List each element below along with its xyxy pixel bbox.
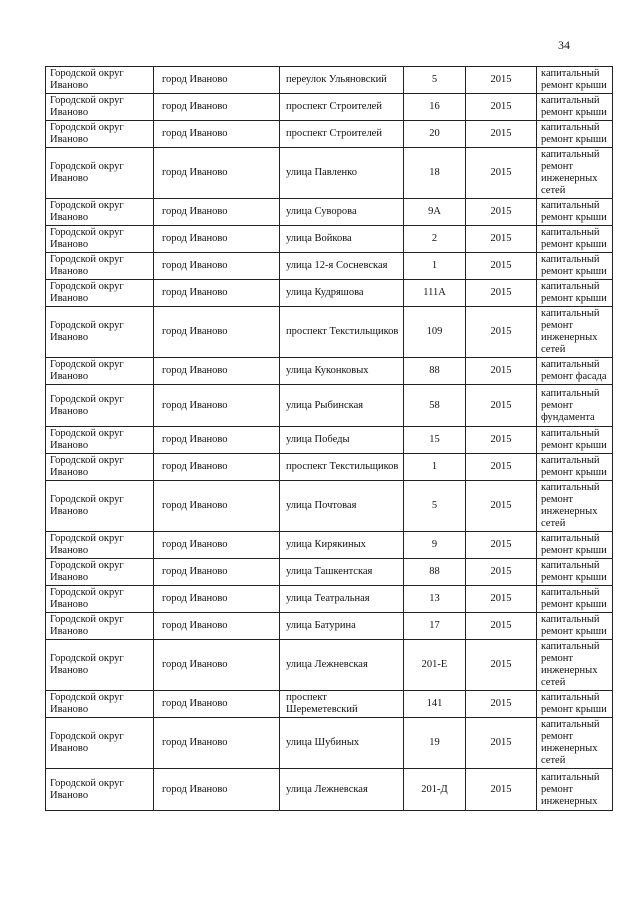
street-cell: улица Ташкентская	[280, 559, 404, 586]
table-row	[46, 427, 613, 454]
house-number-cell: 16	[404, 94, 466, 121]
year-cell: 2015	[466, 586, 537, 613]
year-cell: 2015	[466, 253, 537, 280]
house-number-cell: 88	[404, 559, 466, 586]
house-number-cell: 109	[404, 307, 466, 358]
table-row	[46, 385, 613, 427]
table-body	[46, 67, 613, 811]
house-number-cell: 201-Д	[404, 769, 466, 811]
year-cell: 2015	[466, 640, 537, 691]
year-cell: 2015	[466, 769, 537, 811]
city-cell: город Иваново	[154, 226, 280, 253]
municipality-cell: Городской округ Иваново	[46, 559, 154, 586]
table-row	[46, 67, 613, 94]
work-type-cell: капитальный ремонт крыши	[537, 427, 613, 454]
table-row	[46, 559, 613, 586]
house-number-cell: 141	[404, 691, 466, 718]
house-number-cell: 17	[404, 613, 466, 640]
house-number-cell: 1	[404, 454, 466, 481]
municipality-cell: Городской округ Иваново	[46, 640, 154, 691]
work-type-cell: капитальный ремонт крыши	[537, 226, 613, 253]
table-row	[46, 769, 613, 811]
street-cell: улица Театральная	[280, 586, 404, 613]
work-type-cell: капитальный ремонт крыши	[537, 199, 613, 226]
street-cell: улица 12-я Сосневская	[280, 253, 404, 280]
municipality-cell: Городской округ Иваново	[46, 427, 154, 454]
street-cell: улица Кудряшова	[280, 280, 404, 307]
work-type-cell: капитальный ремонт крыши	[537, 613, 613, 640]
work-type-cell: капитальный ремонт инженерных сетей	[537, 307, 613, 358]
city-cell: город Иваново	[154, 67, 280, 94]
house-number-cell: 5	[404, 481, 466, 532]
year-cell: 2015	[466, 691, 537, 718]
street-cell: улица Войкова	[280, 226, 404, 253]
year-cell: 2015	[466, 532, 537, 559]
year-cell: 2015	[466, 613, 537, 640]
house-number-cell: 13	[404, 586, 466, 613]
city-cell: город Иваново	[154, 253, 280, 280]
page-number: 34	[558, 38, 570, 52]
work-type-cell: капитальный ремонт инженерных сетей	[537, 481, 613, 532]
house-number-cell: 1	[404, 253, 466, 280]
city-cell: город Иваново	[154, 559, 280, 586]
city-cell: город Иваново	[154, 532, 280, 559]
house-number-cell: 58	[404, 385, 466, 427]
table-row	[46, 481, 613, 532]
street-cell: улица Победы	[280, 427, 404, 454]
city-cell: город Иваново	[154, 280, 280, 307]
street-cell: проспект Текстильщиков	[280, 454, 404, 481]
city-cell: город Иваново	[154, 640, 280, 691]
table-row	[46, 94, 613, 121]
year-cell: 2015	[466, 199, 537, 226]
city-cell: город Иваново	[154, 199, 280, 226]
house-number-cell: 88	[404, 358, 466, 385]
table-row	[46, 253, 613, 280]
table-row	[46, 454, 613, 481]
street-cell: улица Шубиных	[280, 718, 404, 769]
house-number-cell: 111А	[404, 280, 466, 307]
city-cell: город Иваново	[154, 358, 280, 385]
street-cell: проспект Строителей	[280, 94, 404, 121]
table-row	[46, 226, 613, 253]
table-row	[46, 199, 613, 226]
table-row	[46, 532, 613, 559]
work-type-cell: капитальный ремонт крыши	[537, 67, 613, 94]
table-row	[46, 148, 613, 199]
work-type-cell: капитальный ремонт инженерных сетей	[537, 640, 613, 691]
municipality-cell: Городской округ Иваново	[46, 148, 154, 199]
table-row	[46, 307, 613, 358]
work-type-cell: капитальный ремонт крыши	[537, 691, 613, 718]
house-number-cell: 5	[404, 67, 466, 94]
city-cell: город Иваново	[154, 454, 280, 481]
work-type-cell: капитальный ремонт инженерных	[537, 769, 613, 811]
work-type-cell: капитальный ремонт фасада	[537, 358, 613, 385]
year-cell: 2015	[466, 121, 537, 148]
table-row	[46, 718, 613, 769]
work-type-cell: капитальный ремонт крыши	[537, 532, 613, 559]
city-cell: город Иваново	[154, 121, 280, 148]
municipality-cell: Городской округ Иваново	[46, 253, 154, 280]
year-cell: 2015	[466, 427, 537, 454]
house-number-cell: 15	[404, 427, 466, 454]
municipality-cell: Городской округ Иваново	[46, 532, 154, 559]
year-cell: 2015	[466, 148, 537, 199]
city-cell: город Иваново	[154, 385, 280, 427]
city-cell: город Иваново	[154, 94, 280, 121]
table-row	[46, 280, 613, 307]
table-row	[46, 586, 613, 613]
municipality-cell: Городской округ Иваново	[46, 769, 154, 811]
table-row	[46, 691, 613, 718]
street-cell: проспект Шереметевский	[280, 691, 404, 718]
municipality-cell: Городской округ Иваново	[46, 121, 154, 148]
street-cell: улица Кирякиных	[280, 532, 404, 559]
city-cell: город Иваново	[154, 613, 280, 640]
street-cell: улица Суворова	[280, 199, 404, 226]
municipality-cell: Городской округ Иваново	[46, 307, 154, 358]
street-cell: улица Рыбинская	[280, 385, 404, 427]
municipality-cell: Городской округ Иваново	[46, 613, 154, 640]
work-type-cell: капитальный ремонт крыши	[537, 94, 613, 121]
work-type-cell: капитальный ремонт инженерных сетей	[537, 148, 613, 199]
city-cell: город Иваново	[154, 427, 280, 454]
work-type-cell: капитальный ремонт фундамента	[537, 385, 613, 427]
street-cell: проспект Текстильщиков	[280, 307, 404, 358]
year-cell: 2015	[466, 718, 537, 769]
municipality-cell: Городской округ Иваново	[46, 718, 154, 769]
municipality-cell: Городской округ Иваново	[46, 586, 154, 613]
table-row	[46, 640, 613, 691]
house-number-cell: 18	[404, 148, 466, 199]
street-cell: переулок Ульяновский	[280, 67, 404, 94]
work-type-cell: капитальный ремонт крыши	[537, 280, 613, 307]
municipality-cell: Городской округ Иваново	[46, 226, 154, 253]
year-cell: 2015	[466, 307, 537, 358]
street-cell: улица Почтовая	[280, 481, 404, 532]
table-row	[46, 358, 613, 385]
house-number-cell: 201-Е	[404, 640, 466, 691]
street-cell: улица Павленко	[280, 148, 404, 199]
municipality-cell: Городской округ Иваново	[46, 385, 154, 427]
table-row	[46, 613, 613, 640]
municipality-cell: Городской округ Иваново	[46, 280, 154, 307]
work-type-cell: капитальный ремонт крыши	[537, 559, 613, 586]
work-type-cell: капитальный ремонт инженерных сетей	[537, 718, 613, 769]
street-cell: улица Лежневская	[280, 640, 404, 691]
city-cell: город Иваново	[154, 586, 280, 613]
work-type-cell: капитальный ремонт крыши	[537, 121, 613, 148]
city-cell: город Иваново	[154, 691, 280, 718]
year-cell: 2015	[466, 94, 537, 121]
year-cell: 2015	[466, 481, 537, 532]
house-number-cell: 9	[404, 532, 466, 559]
year-cell: 2015	[466, 559, 537, 586]
year-cell: 2015	[466, 385, 537, 427]
work-type-cell: капитальный ремонт крыши	[537, 586, 613, 613]
city-cell: город Иваново	[154, 718, 280, 769]
street-cell: улица Куконковых	[280, 358, 404, 385]
street-cell: улица Батурина	[280, 613, 404, 640]
city-cell: город Иваново	[154, 148, 280, 199]
city-cell: город Иваново	[154, 481, 280, 532]
year-cell: 2015	[466, 67, 537, 94]
municipality-cell: Городской округ Иваново	[46, 454, 154, 481]
work-type-cell: капитальный ремонт крыши	[537, 253, 613, 280]
work-type-cell: капитальный ремонт крыши	[537, 454, 613, 481]
municipality-cell: Городской округ Иваново	[46, 94, 154, 121]
house-number-cell: 20	[404, 121, 466, 148]
year-cell: 2015	[466, 454, 537, 481]
municipality-cell: Городской округ Иваново	[46, 481, 154, 532]
capital-repair-table	[45, 66, 613, 811]
street-cell: проспект Строителей	[280, 121, 404, 148]
city-cell: город Иваново	[154, 769, 280, 811]
city-cell: город Иваново	[154, 307, 280, 358]
municipality-cell: Городской округ Иваново	[46, 199, 154, 226]
year-cell: 2015	[466, 358, 537, 385]
street-cell: улица Лежневская	[280, 769, 404, 811]
house-number-cell: 2	[404, 226, 466, 253]
municipality-cell: Городской округ Иваново	[46, 358, 154, 385]
year-cell: 2015	[466, 280, 537, 307]
house-number-cell: 19	[404, 718, 466, 769]
table-row	[46, 121, 613, 148]
year-cell: 2015	[466, 226, 537, 253]
municipality-cell: Городской округ Иваново	[46, 691, 154, 718]
municipality-cell: Городской округ Иваново	[46, 67, 154, 94]
house-number-cell: 9А	[404, 199, 466, 226]
